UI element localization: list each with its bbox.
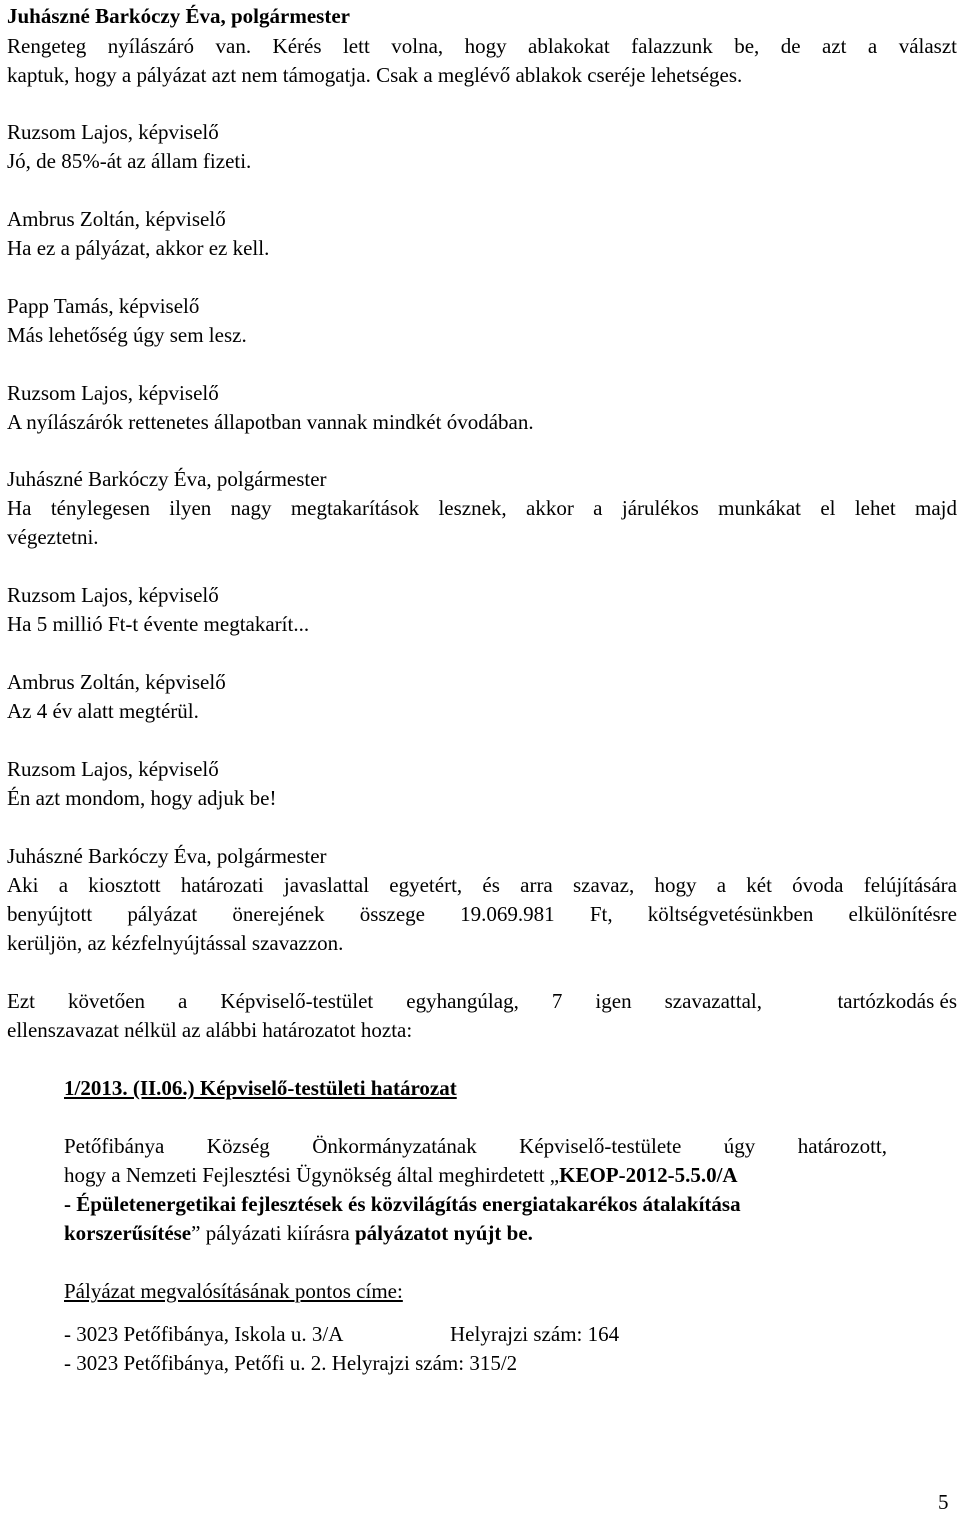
speech-line: Ha ténylegesen ilyen nagy megtakarítások lesznek, akkor a járulékos munkákat el lehet majd xyxy=(7,496,957,520)
speech-line: A nyílászárók rettenetes állapotban vannak mindkét óvodában. xyxy=(7,410,534,434)
page-number: 5 xyxy=(938,1490,949,1514)
speaker-name: Papp Tamás, képviselő xyxy=(7,294,200,318)
resolution-line xyxy=(64,1163,738,1188)
tender-title-end: korszerűsítése xyxy=(64,1221,192,1245)
speaker-name: Ambrus Zoltán, képviselő xyxy=(7,670,226,694)
resolution-text: hogy a Nemzeti Fejlesztési Ügynökség által meghirdetett „ xyxy=(64,1163,560,1187)
speaker-name: Ambrus Zoltán, képviselő xyxy=(7,207,226,231)
speech-line: Én azt mondom, hogy adjuk be! xyxy=(7,786,277,810)
speech-line: Más lehetőség úgy sem lesz. xyxy=(7,323,247,347)
address-text: - 3023 Petőfibánya, Iskola u. 3/A xyxy=(64,1322,344,1346)
address-heading: Pályázat megvalósításának pontos címe: xyxy=(64,1279,403,1303)
speaker-name: Ruzsom Lajos, képviselő xyxy=(7,757,219,781)
resolution-title: 1/2013. (II.06.) Képviselő-testületi határozat xyxy=(64,1076,457,1100)
speech-line: benyújtott pályázat önerejének összege 19.069.981 Ft, költségvetésünkben elkülönítésre xyxy=(7,902,957,926)
vote-statement-line: ellenszavazat nélkül az alábbi határozatot hozta: xyxy=(7,1018,413,1042)
resolution-text: ” pályázati kiírásra xyxy=(191,1221,355,1245)
resolution-line: Petőfibánya Község Önkormányzatának Képviselő-testülete úgy határozott, xyxy=(64,1134,887,1158)
address-line: - 3023 Petőfibánya, Petőfi u. 2. Helyrajzi szám: 315/2 xyxy=(64,1351,518,1375)
speech-line: Rengeteg nyílászáró van. Kérés lett volna, hogy ablakokat falazzunk be, de azt a választ xyxy=(7,34,957,58)
speaker-name: Juhászné Barkóczy Éva, polgármester xyxy=(7,4,350,28)
vote-statement-part: Ezt követően a Képviselő-testület egyhangúlag, 7 igen szavazattal, xyxy=(7,989,762,1013)
parcel-number: Helyrajzi szám: 164 xyxy=(450,1322,620,1346)
speaker-name: Juhászné Barkóczy Éva, polgármester xyxy=(7,844,327,868)
tender-title: - Épületenergetikai fejlesztések és közvilágítás energiatakarékos átalakítása xyxy=(64,1192,741,1216)
vote-statement-part: tartózkodás és xyxy=(837,989,957,1013)
speech-line: Aki a kiosztott határozati javaslattal egyetért, és arra szavaz, hogy a két óvoda felújítására xyxy=(7,873,957,897)
speech-line: végeztetni. xyxy=(7,525,99,549)
speaker-name: Ruzsom Lajos, képviselő xyxy=(7,583,219,607)
resolution-decision: pályázatot nyújt be. xyxy=(354,1221,533,1245)
speaker-name: Ruzsom Lajos, képviselő xyxy=(7,381,219,405)
speech-line: Ha ez a pályázat, akkor ez kell. xyxy=(7,236,270,260)
tender-code: KEOP-2012-5.5.0/A xyxy=(559,1163,738,1187)
speech-line: Ha 5 millió Ft-t évente megtakarít... xyxy=(7,612,310,636)
speech-line: Jó, de 85%-át az állam fizeti. xyxy=(7,149,252,173)
speaker-name: Juhászné Barkóczy Éva, polgármester xyxy=(7,467,327,491)
speech-line: kerüljön, az kézfelnyújtással szavazzon. xyxy=(7,931,344,955)
resolution-line xyxy=(64,1221,533,1246)
address-line xyxy=(64,1322,620,1347)
speech-line: Az 4 év alatt megtérül. xyxy=(7,699,199,723)
speaker-name: Ruzsom Lajos, képviselő xyxy=(7,120,219,144)
speech-line: kaptuk, hogy a pályázat azt nem támogatja. Csak a meglévő ablakok cseréje lehetséges. xyxy=(7,63,743,87)
